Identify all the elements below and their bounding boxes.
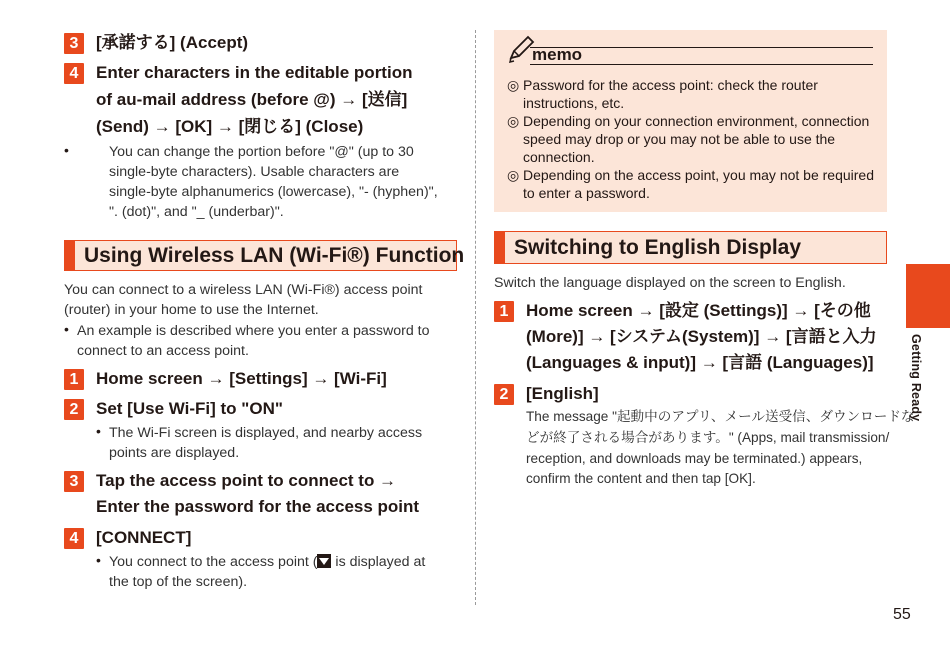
memo-item-line: Password for the access point: check the router bbox=[523, 77, 818, 93]
intro-bullet-line: An example is described where you enter a password to bbox=[77, 323, 430, 339]
bullet-marker: • bbox=[96, 423, 101, 439]
column-divider bbox=[475, 30, 476, 605]
note-line bbox=[109, 552, 425, 572]
note-line: The message "起動中のアプリ、メール送受信、ダウンロードな bbox=[526, 409, 915, 424]
step-text: [承諾する] (Accept) bbox=[96, 33, 249, 52]
step-text-line: Enter the password for the access point bbox=[96, 497, 420, 516]
section-title: Switching to English Display bbox=[514, 236, 802, 259]
step-number-badge: 1 bbox=[64, 369, 84, 390]
step-text: Home screen → [Settings] → [Wi-Fi] bbox=[96, 369, 387, 388]
memo-mark: ◎ bbox=[507, 167, 520, 183]
note-line: ". (dot)", and "_ (underbar)". bbox=[109, 204, 284, 220]
step-text-line: Enter characters in the editable portion bbox=[96, 63, 413, 82]
step-text-line: of au-mail address (before @) → [送信] bbox=[96, 90, 408, 109]
memo-item-line: to enter a password. bbox=[523, 185, 650, 201]
step-text: [CONNECT] bbox=[96, 528, 192, 547]
memo-item-line: connection. bbox=[523, 149, 595, 165]
heading-accent-bar bbox=[495, 232, 505, 263]
note-line: どが終了される場合があります。" (Apps, mail transmission/ bbox=[526, 430, 890, 445]
step-text: [English] bbox=[526, 384, 599, 403]
memo-item-line: Depending on the access point, you may not be required bbox=[523, 167, 875, 183]
memo-box bbox=[494, 30, 887, 212]
step-number-badge: 2 bbox=[64, 399, 84, 420]
intro-line: Switch the language displayed on the screen to English. bbox=[494, 275, 846, 291]
note-line: single-byte characters). Usable characters are bbox=[109, 164, 400, 180]
memo-mark: ◎ bbox=[507, 113, 520, 129]
step-number-badge: 2 bbox=[494, 384, 514, 405]
note-line-part: is displayed at bbox=[331, 554, 426, 570]
step-text-line: (Languages & input)] → [言語 (Languages)] bbox=[526, 353, 874, 372]
step-number-badge: 4 bbox=[64, 528, 84, 549]
bullet-marker: • bbox=[64, 321, 69, 337]
memo-item-line: instructions, etc. bbox=[523, 95, 625, 111]
memo-item-line: speed may drop or you may not be able to use the bbox=[523, 131, 836, 147]
heading-accent-bar bbox=[65, 241, 75, 270]
step-number-badge: 3 bbox=[64, 33, 84, 54]
step-text-line: (More)] → [システム(System)] → [言語と入力 bbox=[526, 327, 877, 346]
intro-line: You can connect to a wireless LAN (Wi-Fi®) access point bbox=[64, 282, 423, 298]
step-text-line: Tap the access point to connect to → bbox=[96, 471, 397, 490]
step-text: Set [Use Wi-Fi] to "ON" bbox=[96, 399, 283, 418]
note-line: You can change the portion before "@" (up to 30 bbox=[109, 144, 414, 160]
memo-item-line: Depending on your connection environment, connection bbox=[523, 113, 870, 129]
note-line: reception, and downloads may be terminated.) appears, bbox=[526, 451, 863, 466]
bullet-marker: • bbox=[96, 552, 101, 568]
chapter-tab bbox=[906, 264, 950, 328]
bullet-marker: • bbox=[64, 142, 69, 158]
step-number-badge: 4 bbox=[64, 63, 84, 84]
note-line: single-byte alphanumerics (lowercase), "- (hyphen)", bbox=[109, 184, 438, 200]
intro-line: (router) in your home to use the Internet. bbox=[64, 302, 319, 318]
step-text-line: (Send) → [OK] → [閉じる] (Close) bbox=[96, 117, 364, 136]
step-text-line: Home screen → [設定 (Settings)] → [その他 bbox=[526, 301, 871, 320]
wifi-status-icon bbox=[317, 554, 331, 568]
note-line: points are displayed. bbox=[109, 445, 240, 461]
note-line-part: You connect to the access point ( bbox=[109, 554, 318, 570]
section-heading-english bbox=[494, 231, 887, 264]
chapter-label: Getting Ready bbox=[909, 334, 923, 422]
memo-mark: ◎ bbox=[507, 77, 520, 93]
intro-bullet-line: connect to an access point. bbox=[77, 343, 249, 359]
section-title: Using Wireless LAN (Wi-Fi®) Function bbox=[84, 244, 465, 267]
note-line: The Wi-Fi screen is displayed, and nearby access bbox=[109, 425, 423, 441]
right-column bbox=[494, 231, 915, 561]
step-number-badge: 3 bbox=[64, 471, 84, 492]
step-number-badge: 1 bbox=[494, 301, 514, 322]
memo-label: memo bbox=[532, 45, 583, 64]
note-line: the top of the screen). bbox=[109, 574, 248, 590]
section-heading-wifi bbox=[64, 240, 465, 271]
page-number: 55 bbox=[893, 606, 911, 623]
note-line: confirm the content and then tap [OK]. bbox=[526, 471, 756, 486]
